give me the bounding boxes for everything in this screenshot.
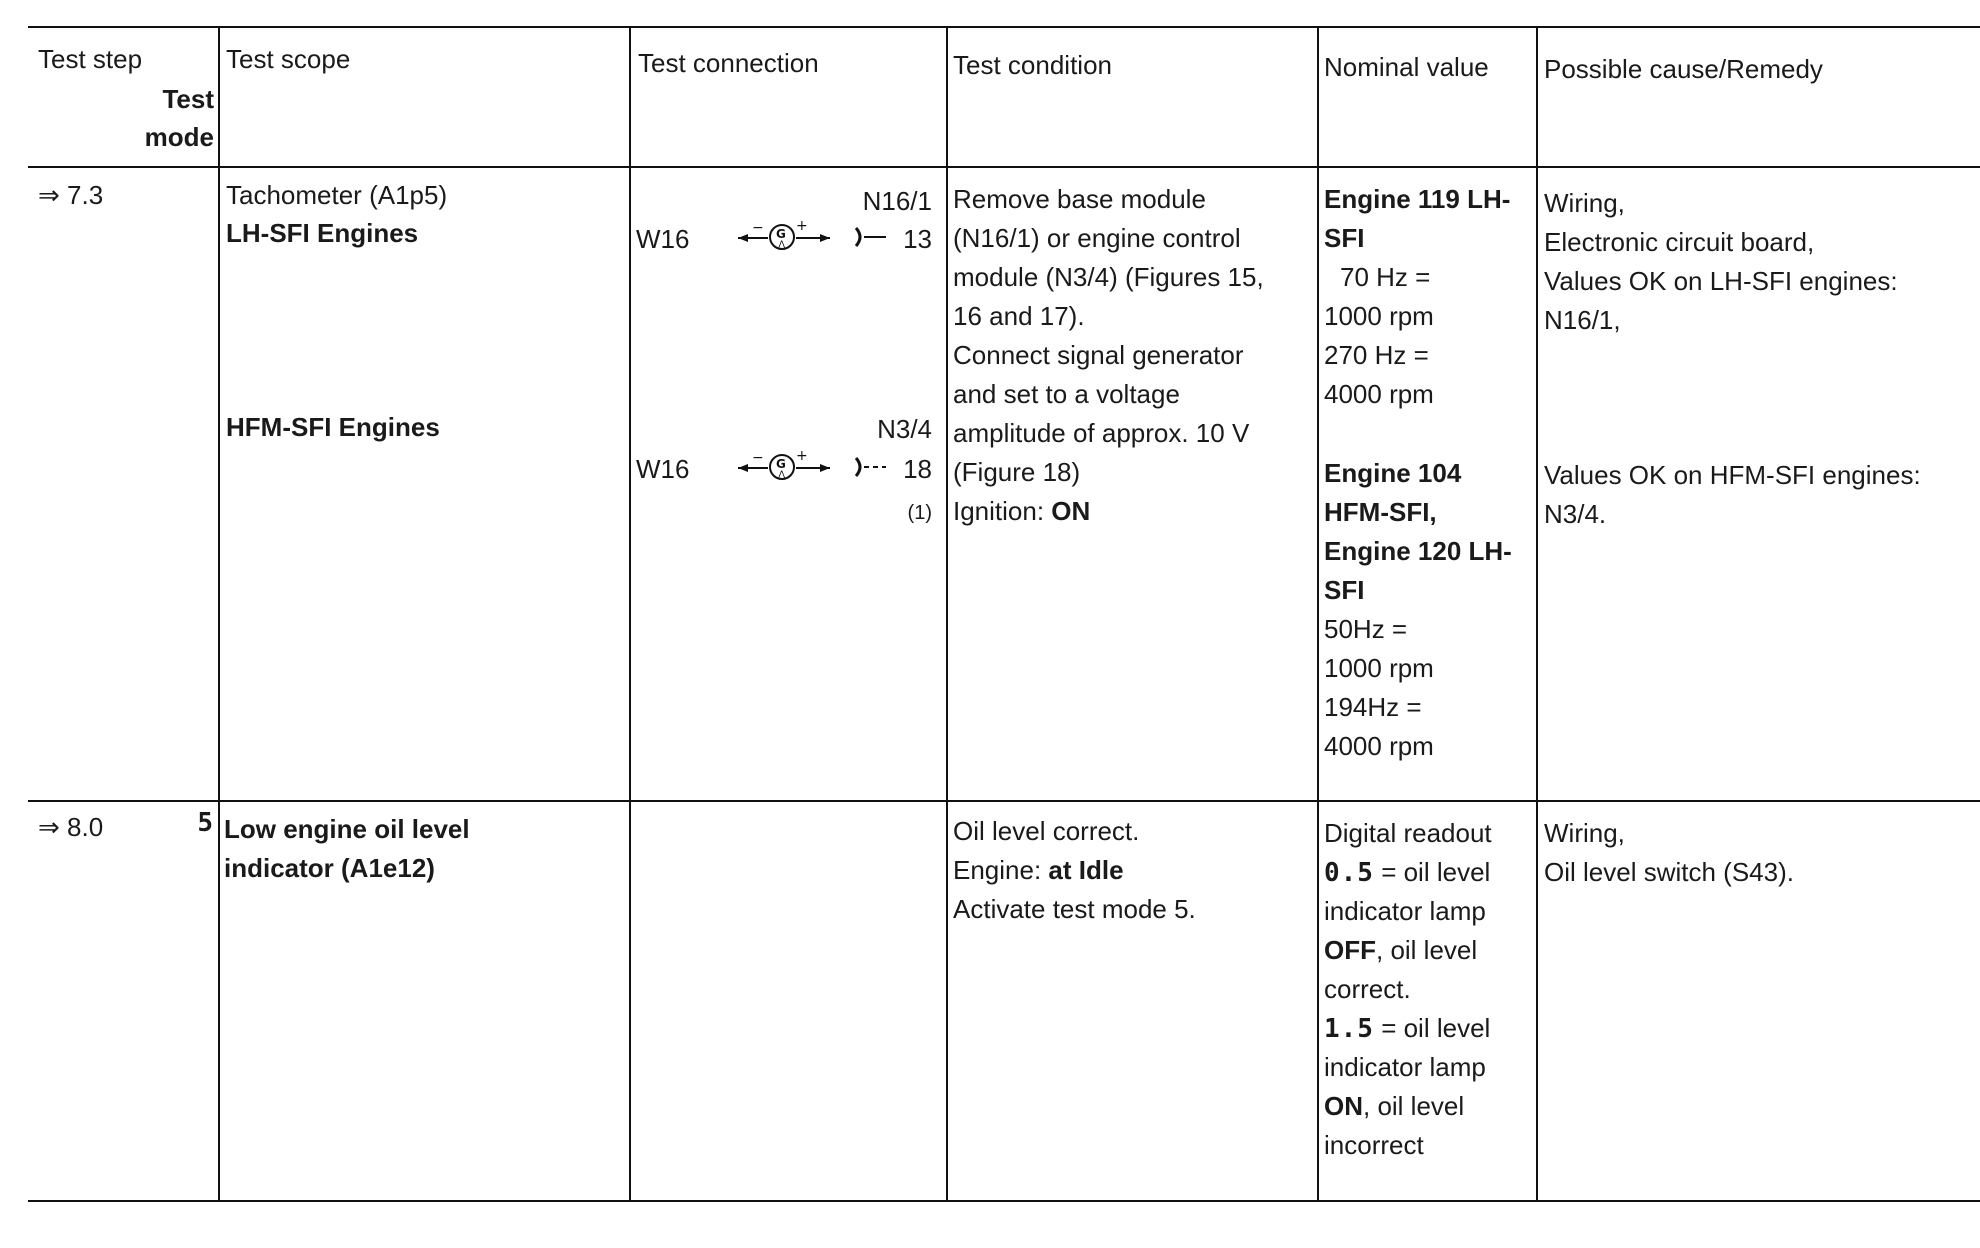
- svg-text:+: +: [796, 218, 808, 234]
- svg-text:⋀: ⋀: [778, 470, 786, 480]
- row1-cause-line: N3/4.: [1544, 499, 1607, 529]
- row1-cause-line: Values OK on LH-SFI engines:: [1544, 266, 1898, 296]
- row2-condition-line-1: Oil level correct.: [953, 816, 1140, 846]
- col-divider-2: [629, 26, 631, 1202]
- signal-generator-icon: [734, 448, 834, 484]
- nominal-value: 194Hz =: [1324, 692, 1422, 722]
- col-divider-5: [1536, 26, 1538, 1202]
- engine-label: Engine:: [953, 855, 1049, 885]
- row2-nominal-line-2: [1324, 853, 1490, 893]
- row2-nominal-line-6: [1324, 1009, 1490, 1049]
- row1-condition-line: Connect signal generator: [953, 340, 1244, 370]
- row1-cause-line: Wiring,: [1544, 188, 1625, 218]
- row1-cause-line: Electronic circuit board,: [1544, 227, 1815, 257]
- nominal-value: 70 Hz =: [1340, 262, 1431, 292]
- row1-condition-line: Remove base module: [953, 184, 1206, 214]
- row2-scope-line-2: indicator (A1e12): [224, 853, 435, 883]
- svg-text:G: G: [776, 227, 786, 241]
- conn-a-module: N16/1: [862, 186, 932, 216]
- nominal-value: 1000 rpm: [1324, 653, 1434, 683]
- nominal-engine-104-hfm: HFM-SFI,: [1324, 497, 1437, 527]
- row2-cause-line-2: Oil level switch (S43).: [1544, 857, 1794, 887]
- svg-text:−: −: [752, 450, 764, 466]
- row2-nominal-line-8: [1324, 1087, 1464, 1126]
- header-test-mode-1: Test: [162, 84, 214, 114]
- row2-condition-line-2: [953, 851, 1124, 890]
- row2-nominal-line-7: indicator lamp: [1324, 1052, 1486, 1082]
- row2-test-step: ⇒ 8.0: [38, 812, 104, 842]
- nominal-text: , oil level: [1363, 1091, 1465, 1121]
- row1-condition-line: amplitude of approx. 10 V: [953, 418, 1250, 448]
- nominal-text: = oil level: [1373, 1013, 1491, 1043]
- table-top-rule: [28, 26, 1980, 28]
- row2-scope-line-1: Low engine oil level: [224, 814, 470, 844]
- table-bottom-rule: [28, 1200, 1980, 1202]
- digital-readout-0-5: 0.5: [1324, 858, 1374, 888]
- nominal-value: 4000 rpm: [1324, 379, 1434, 409]
- row2-nominal-line-9: incorrect: [1324, 1130, 1424, 1160]
- row1-scope-lh-sfi: LH-SFI Engines: [226, 218, 419, 248]
- nominal-engine-120-sfi: SFI: [1324, 575, 1365, 605]
- header-test-mode-2: mode: [144, 122, 214, 152]
- row2-cause-line-1: Wiring,: [1544, 818, 1625, 848]
- col-divider-1: [218, 26, 220, 1202]
- conn-a-wire: W16: [636, 224, 690, 254]
- digital-readout-1-5: 1.5: [1324, 1014, 1374, 1044]
- header-bottom-rule: [28, 166, 1980, 168]
- row1-condition-line: and set to a voltage: [953, 379, 1180, 409]
- nominal-value: 4000 rpm: [1324, 731, 1434, 761]
- conn-b-note: (1): [907, 502, 932, 524]
- row1-test-step: ⇒ 7.3: [38, 180, 104, 210]
- row2-nominal-line-5: correct.: [1324, 974, 1411, 1004]
- header-nominal-value: Nominal value: [1324, 52, 1489, 82]
- svg-text:−: −: [752, 220, 764, 236]
- nominal-engine-120: Engine 120 LH-: [1324, 536, 1512, 566]
- conn-b-pin: 18: [903, 454, 932, 484]
- signal-generator-icon: [734, 218, 834, 254]
- header-possible-cause: Possible cause/Remedy: [1544, 54, 1823, 84]
- row1-cause-line: N16/1,: [1544, 305, 1621, 335]
- row1-condition-line: (N16/1) or engine control: [953, 223, 1241, 253]
- row1-condition-line: 16 and 17).: [953, 301, 1085, 331]
- nominal-value: 1000 rpm: [1324, 301, 1434, 331]
- conn-b-wire: W16: [636, 454, 690, 484]
- header-test-condition: Test condition: [953, 50, 1112, 80]
- row1-cause-line: Values OK on HFM-SFI engines:: [1544, 460, 1921, 490]
- row2-test-mode: 5: [197, 808, 214, 838]
- lamp-off-value: OFF: [1324, 935, 1376, 965]
- col-divider-4: [1317, 26, 1319, 1202]
- ignition-value: ON: [1051, 496, 1091, 526]
- nominal-text: = oil level: [1373, 857, 1491, 887]
- header-test-scope: Test scope: [226, 44, 351, 74]
- ignition-label: Ignition:: [953, 496, 1052, 526]
- nominal-text: , oil level: [1376, 935, 1478, 965]
- nominal-engine-104: Engine 104: [1324, 458, 1462, 488]
- engine-value: at Idle: [1048, 855, 1124, 885]
- row-divider-rule: [28, 800, 1980, 802]
- row2-condition-line-3: Activate test mode 5.: [953, 894, 1196, 924]
- col-divider-3: [946, 26, 948, 1202]
- conn-b-module: N3/4: [877, 414, 932, 444]
- row1-condition-line: module (N3/4) (Figures 15,: [953, 262, 1264, 292]
- conn-a-pin: 13: [903, 224, 932, 254]
- nominal-engine-119-sfi: SFI: [1324, 223, 1365, 253]
- svg-text:G: G: [776, 457, 786, 471]
- row1-condition-line: (Figure 18): [953, 457, 1081, 487]
- nominal-value: 270 Hz =: [1324, 340, 1429, 370]
- nominal-value: 50Hz =: [1324, 614, 1408, 644]
- row1-scope-hfm-sfi: HFM-SFI Engines: [226, 412, 440, 442]
- row1-condition-ignition: [953, 492, 1090, 531]
- header-test-connection: Test connection: [638, 48, 819, 78]
- svg-text:+: +: [796, 448, 808, 464]
- row1-scope-title: Tachometer (A1p5): [226, 180, 448, 210]
- row2-nominal-line-4: [1324, 931, 1477, 970]
- header-test-step: Test step: [38, 44, 143, 74]
- row2-nominal-line-1: Digital readout: [1324, 818, 1492, 848]
- lamp-on-value: ON: [1324, 1091, 1363, 1121]
- svg-text:⋀: ⋀: [778, 240, 786, 250]
- row2-nominal-line-3: indicator lamp: [1324, 896, 1486, 926]
- nominal-engine-119: Engine 119 LH-: [1324, 184, 1511, 214]
